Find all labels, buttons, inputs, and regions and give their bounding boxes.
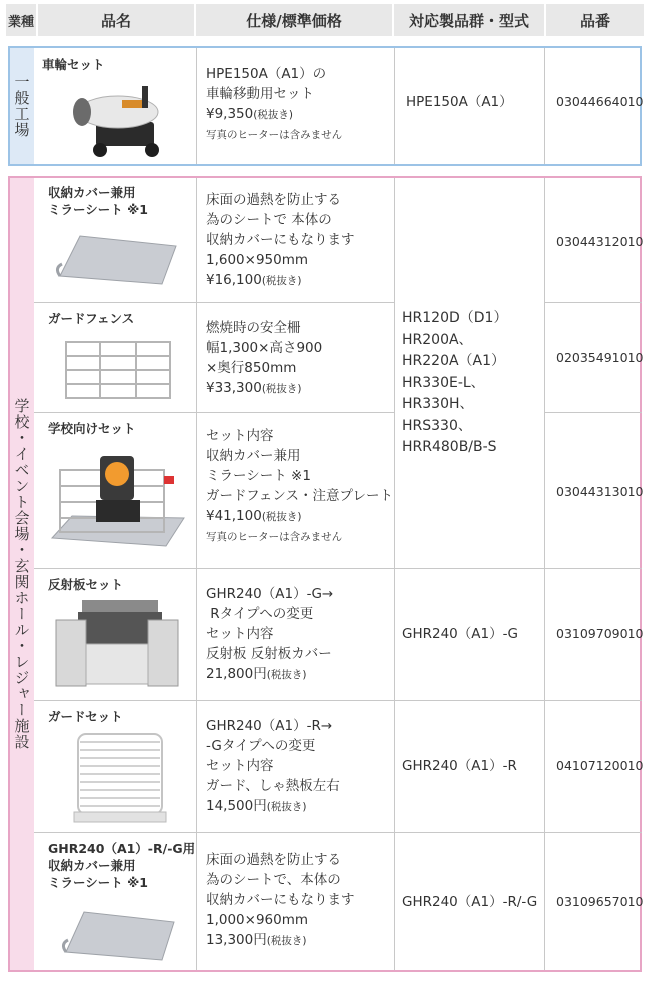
spec-line: 1,000×960mm xyxy=(206,912,309,928)
price xyxy=(206,664,333,685)
spec-line: 床面の過熱を防止する xyxy=(206,192,341,208)
spec-line: セット内容 xyxy=(206,758,274,774)
section-general-factory xyxy=(8,46,642,166)
product-name-line: ミラーシート ※1 xyxy=(48,202,148,217)
spec-line: 幅1,300×高さ900 xyxy=(206,340,323,356)
tax-note: (税抜き) xyxy=(266,935,307,947)
price xyxy=(206,104,342,125)
part-number: 03109657010 xyxy=(556,894,644,909)
spec-line: 車輪移動用セット xyxy=(206,86,314,102)
compatible-model: HPE150A（A1） xyxy=(406,94,513,110)
spec-price xyxy=(206,190,355,291)
photo-note: 写真のヒーターは含みません xyxy=(206,129,343,141)
product-name xyxy=(48,576,123,593)
part-number: 03044313010 xyxy=(556,484,644,499)
compatible-model: GHR240（A1）-G xyxy=(402,626,518,642)
industry-band xyxy=(10,48,34,164)
photo-note: 写真のヒーターは含みません xyxy=(206,531,343,543)
spec-line: 1,600×950mm xyxy=(206,252,309,268)
product-name xyxy=(48,420,136,437)
model-line: HR330E-L、 xyxy=(402,374,485,391)
price-value: ¥9,350 xyxy=(206,106,254,122)
industry-band xyxy=(10,178,34,970)
mirror-sheet-icon xyxy=(58,906,178,962)
spec-line: 燃焼時の安全柵 xyxy=(206,320,301,336)
product-name-line: 収納カバー兼用 xyxy=(48,185,136,200)
model-line: HR200A、 xyxy=(402,331,473,348)
price xyxy=(206,270,355,291)
model-line: HR220A（A1） xyxy=(402,353,506,369)
price xyxy=(206,506,393,527)
tax-note: (税抜き) xyxy=(253,109,293,121)
product-name xyxy=(48,310,134,327)
spec-line: GHR240（A1）-G→ xyxy=(206,586,334,602)
price xyxy=(206,796,340,817)
model-line: HRR480B/B-S xyxy=(402,439,497,455)
section-school-event xyxy=(8,176,642,972)
school-set-icon xyxy=(46,446,186,552)
tax-note: (税抜き) xyxy=(261,383,302,395)
product-name-line: ガードフェンス xyxy=(48,311,135,326)
model-line: HR330H、 xyxy=(402,396,474,412)
spec-price xyxy=(206,426,393,547)
price-value: ¥33,300 xyxy=(206,380,262,396)
product-name xyxy=(48,840,195,891)
product-name xyxy=(48,184,148,218)
product-name-line: ガードセット xyxy=(48,709,123,724)
price-value: ¥41,100 xyxy=(206,508,262,524)
spec-line: 床面の過熱を防止する xyxy=(206,852,341,868)
spec-line: ミラーシート ※1 xyxy=(206,468,311,484)
tax-note: (税抜き) xyxy=(261,511,302,523)
table-header xyxy=(6,4,644,36)
product-name-line: ミラーシート ※1 xyxy=(48,875,148,890)
spec-price xyxy=(206,584,333,685)
spec-price xyxy=(206,850,355,951)
spec-line: -Gタイプへの変更 xyxy=(206,738,316,754)
product-name xyxy=(48,708,123,725)
spec-line: 為のシートで、本体の xyxy=(206,872,341,888)
heater-with-wheels-icon xyxy=(66,76,176,160)
part-number: 02035491010 xyxy=(556,350,644,365)
industry-label: 学校・イベント会場・玄関ホール・レジャー施設 xyxy=(12,398,31,750)
price-value: ¥16,100 xyxy=(206,272,262,288)
tax-note: (税抜き) xyxy=(266,801,307,813)
price-value: 21,800円 xyxy=(206,666,267,682)
price-value: 14,500円 xyxy=(206,798,267,814)
tax-note: (税抜き) xyxy=(261,275,302,287)
shared-compatible-models xyxy=(402,308,507,459)
spec-line: HPE150A（A1）の xyxy=(206,66,327,82)
reflector-set-icon xyxy=(52,598,182,694)
spec-line: 為のシートで 本体の xyxy=(206,212,332,228)
part-number: 03044664010 xyxy=(556,94,644,109)
spec-line: セット内容 xyxy=(206,626,274,642)
tax-note: (税抜き) xyxy=(266,669,307,681)
header-part-number: 品番 xyxy=(546,4,644,36)
header-industry: 業種 xyxy=(6,4,36,36)
header-spec-price: 仕様/標準価格 xyxy=(196,4,392,36)
price-value: 13,300円 xyxy=(206,932,267,948)
part-number: 03109709010 xyxy=(556,626,644,641)
header-product-name: 品名 xyxy=(38,4,194,36)
industry-label: 一般工場 xyxy=(12,74,31,138)
compatible-model: GHR240（A1）-R xyxy=(402,758,517,774)
product-name-line: 学校向けセット xyxy=(48,421,136,436)
spec-price xyxy=(206,716,340,817)
price xyxy=(206,930,355,951)
spec-line: GHR240（A1）-R→ xyxy=(206,718,333,734)
spec-line: 反射板 反射板カバー xyxy=(206,646,332,662)
spec-line: ×奥行850mm xyxy=(206,360,297,376)
spec-line: Rタイプへの変更 xyxy=(206,606,314,622)
product-name-line: 収納カバー兼用 xyxy=(48,858,136,873)
spec-line: ガード、しゃ熱板左右 xyxy=(206,778,340,794)
model-line: HR120D（D1） xyxy=(402,310,508,326)
price xyxy=(206,378,322,399)
guard-set-icon xyxy=(72,730,168,824)
product-name-line: 反射板セット xyxy=(48,577,124,592)
product-name-line: GHR240（A1）-R/-G用 xyxy=(48,841,196,856)
mirror-sheet-icon xyxy=(50,228,180,286)
spec-line: 収納カバー兼用 xyxy=(206,448,301,464)
spec-line: セット内容 xyxy=(206,428,274,444)
part-number: 04107120010 xyxy=(556,758,644,773)
header-compatible-models: 対応製品群・型式 xyxy=(394,4,544,36)
part-number: 03044312010 xyxy=(556,234,644,249)
model-line: HRS330、 xyxy=(402,417,472,434)
compatible-model: GHR240（A1）-R/-G xyxy=(402,894,538,910)
guard-fence-icon xyxy=(62,334,174,404)
spec-line: ガードフェンス・注意プレート xyxy=(206,488,393,504)
spec-line: 収納カバーにもなります xyxy=(206,892,355,908)
spec-price xyxy=(206,318,322,399)
product-name-line: 車輪セット xyxy=(42,57,105,72)
spec-line: 収納カバーにもなります xyxy=(206,232,355,248)
product-name xyxy=(42,56,105,73)
spec-price xyxy=(206,64,342,145)
